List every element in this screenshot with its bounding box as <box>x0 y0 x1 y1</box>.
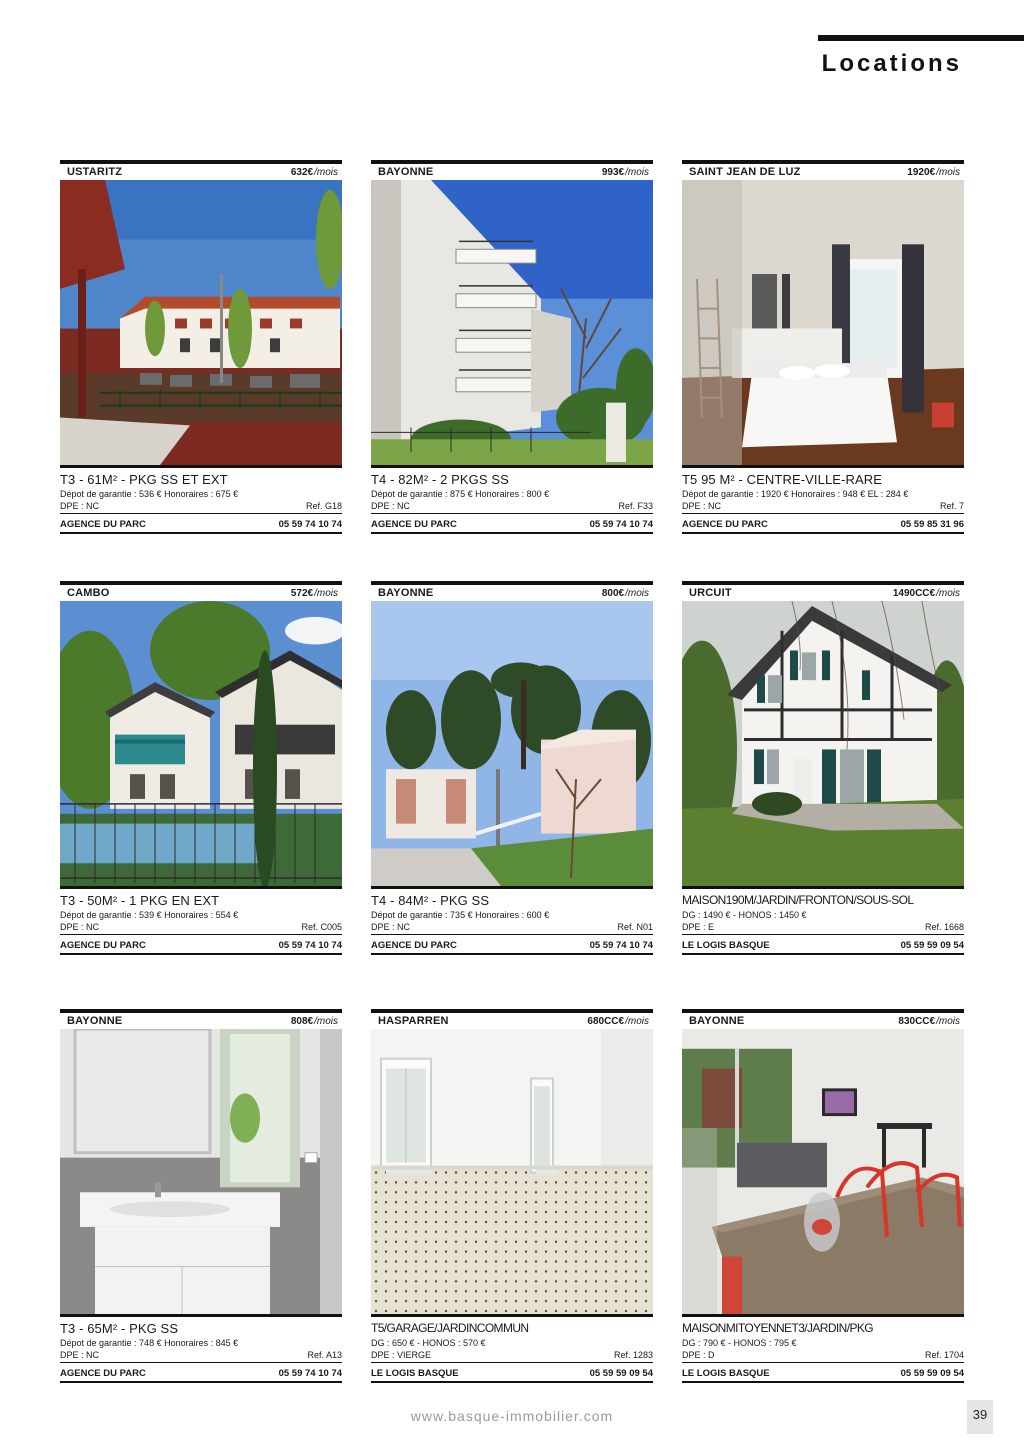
dpe-label: DPE : NC <box>60 922 100 932</box>
listing-card[interactable] <box>60 1009 342 1383</box>
agency-name: LE LOGIS BASQUE <box>371 1368 459 1379</box>
listing-title: T3 - 50M² - 1 PKG EN EXT <box>60 893 220 908</box>
listing-header <box>60 1009 342 1029</box>
agency-name: AGENCE DU PARC <box>682 519 768 530</box>
listing-card[interactable] <box>60 581 342 955</box>
listing-title: T4 - 82M² - 2 PKGS SS <box>371 472 509 487</box>
dpe-label: DPE : VIERGE <box>371 1350 432 1360</box>
agency-phone: 05 59 74 10 74 <box>278 1368 342 1379</box>
agency-name: AGENCE DU PARC <box>60 940 146 951</box>
listing-price: 800€/mois <box>601 587 649 599</box>
listing-header <box>682 160 964 180</box>
listing-card[interactable] <box>682 581 964 955</box>
listing-fees: Dépot de garantie : 875 € Honoraires : 800 € <box>371 489 550 499</box>
listing-header <box>371 160 653 180</box>
listing-fees: Dépot de garantie : 539 € Honoraires : 554 € <box>60 910 239 920</box>
dpe-row <box>60 1349 342 1363</box>
listing-price: 632€/mois <box>290 166 338 178</box>
dpe-label: DPE : NC <box>682 501 722 511</box>
modern-houses-photo[interactable] <box>371 601 653 889</box>
listing-title: T5 95 M² - CENTRE-VILLE-RARE <box>682 472 883 487</box>
listing-card[interactable] <box>682 160 964 534</box>
listing-fees: Dépot de garantie : 536 € Honoraires : 675 € <box>60 489 239 499</box>
listing-card[interactable] <box>371 581 653 955</box>
agency-phone: 05 59 85 31 96 <box>900 519 964 530</box>
page-number: 39 <box>967 1400 993 1434</box>
listing-title: T3 - 61M² - PKG SS ET EXT <box>60 472 228 487</box>
listing-title: MAISONMITOYENNET3/JARDIN/PKG <box>682 1321 874 1335</box>
listing-card[interactable] <box>371 1009 653 1383</box>
listing-price: 1490CC€/mois <box>892 587 960 599</box>
listing-city: CAMBO <box>67 587 110 599</box>
listing-ref: Ref. N01 <box>617 922 653 932</box>
agency-phone: 05 59 74 10 74 <box>589 940 653 951</box>
listing-city: URCUIT <box>689 587 732 599</box>
dpe-row <box>371 500 653 514</box>
listing-city: HASPARREN <box>378 1015 449 1027</box>
listing-ref: Ref. 1704 <box>924 1350 964 1360</box>
dpe-label: DPE : NC <box>371 501 411 511</box>
bedroom-photo[interactable] <box>682 180 964 468</box>
residence-exterior-photo[interactable] <box>60 180 342 468</box>
listing-price: 808€/mois <box>290 1015 338 1027</box>
listing-fees: DG : 1490 € - HONOS : 1450 € <box>682 910 807 920</box>
empty-room-photo[interactable] <box>371 1029 653 1317</box>
listing-price: 1920€/mois <box>907 166 960 178</box>
header-rule <box>818 35 1024 41</box>
listing-city: BAYONNE <box>378 166 434 178</box>
agency-row <box>682 938 964 955</box>
listing-ref: Ref. 7 <box>939 501 964 511</box>
listing-header <box>60 581 342 601</box>
agency-name: AGENCE DU PARC <box>371 519 457 530</box>
dpe-row <box>371 1349 653 1363</box>
listing-ref: Ref. G18 <box>305 501 342 511</box>
agency-row <box>60 517 342 534</box>
listing-ref: Ref. 1283 <box>613 1350 653 1360</box>
listing-city: USTARITZ <box>67 166 123 178</box>
agency-row <box>682 517 964 534</box>
agency-row <box>60 938 342 955</box>
dpe-row <box>60 500 342 514</box>
agency-name: LE LOGIS BASQUE <box>682 1368 770 1379</box>
agency-name: AGENCE DU PARC <box>60 1368 146 1379</box>
listing-fees: DG : 790 € - HONOS : 795 € <box>682 1338 797 1348</box>
listing-price: 572€/mois <box>290 587 338 599</box>
agency-phone: 05 59 74 10 74 <box>278 519 342 530</box>
agency-name: AGENCE DU PARC <box>371 940 457 951</box>
listing-city: SAINT JEAN DE LUZ <box>689 166 801 178</box>
dpe-row <box>371 921 653 935</box>
listing-title: T5/GARAGE/JARDINCOMMUN <box>371 1321 529 1335</box>
dpe-label: DPE : NC <box>371 922 411 932</box>
listing-city: BAYONNE <box>689 1015 745 1027</box>
listing-ref: Ref. F33 <box>618 501 653 511</box>
listing-ref: Ref. 1668 <box>924 922 964 932</box>
listing-ref: Ref. A13 <box>307 1350 342 1360</box>
dpe-label: DPE : NC <box>60 1350 100 1360</box>
listing-fees: Dépot de garantie : 748 € Honoraires : 845 € <box>60 1338 239 1348</box>
listing-city: BAYONNE <box>378 587 434 599</box>
listing-card[interactable] <box>60 160 342 534</box>
listing-fees: Dépot de garantie : 1920 € Honoraires : 948 € EL : 284 € <box>682 489 909 499</box>
listing-header <box>371 581 653 601</box>
dpe-label: DPE : NC <box>60 501 100 511</box>
agency-phone: 05 59 74 10 74 <box>589 519 653 530</box>
listing-fees: DG : 650 € - HONOS : 570 € <box>371 1338 486 1348</box>
agency-phone: 05 59 59 09 54 <box>900 1368 964 1379</box>
listing-price: 830CC€/mois <box>898 1015 960 1027</box>
listing-card[interactable] <box>371 160 653 534</box>
agency-phone: 05 59 74 10 74 <box>278 940 342 951</box>
listing-title: T4 - 84M² - PKG SS <box>371 893 490 908</box>
dpe-row <box>682 1349 964 1363</box>
agency-row <box>682 1366 964 1383</box>
listing-header <box>60 160 342 180</box>
basque-house-photo[interactable] <box>682 601 964 889</box>
listing-price: 993€/mois <box>601 166 649 178</box>
bathroom-photo[interactable] <box>60 1029 342 1317</box>
listing-header <box>371 1009 653 1029</box>
residence-pool-photo[interactable] <box>60 601 342 889</box>
listing-ref: Ref. C005 <box>301 922 342 932</box>
listing-title: T3 - 65M² - PKG SS <box>60 1321 179 1336</box>
listing-header <box>682 581 964 601</box>
agency-phone: 05 59 59 09 54 <box>589 1368 653 1379</box>
agency-row <box>371 517 653 534</box>
listing-card[interactable] <box>682 1009 964 1383</box>
listing-price: 680CC€/mois <box>587 1015 649 1027</box>
agency-name: AGENCE DU PARC <box>60 519 146 530</box>
listing-header <box>682 1009 964 1029</box>
dpe-label: DPE : E <box>682 922 715 932</box>
dpe-row <box>60 921 342 935</box>
agency-phone: 05 59 59 09 54 <box>900 940 964 951</box>
listing-fees: Dépot de garantie : 735 € Honoraires : 600 € <box>371 910 550 920</box>
footer-website-link[interactable]: www.basque-immobilier.com <box>410 1408 614 1424</box>
living-room-photo[interactable] <box>682 1029 964 1317</box>
agency-row <box>60 1366 342 1383</box>
listing-city: BAYONNE <box>67 1015 123 1027</box>
agency-name: LE LOGIS BASQUE <box>682 940 770 951</box>
page-title: Locations <box>821 50 962 77</box>
dpe-row <box>682 921 964 935</box>
apartment-building-photo[interactable] <box>371 180 653 468</box>
dpe-label: DPE : D <box>682 1350 715 1360</box>
listing-title: MAISON190M/JARDIN/FRONTON/SOUS-SOL <box>682 893 914 907</box>
agency-row <box>371 1366 653 1383</box>
dpe-row <box>682 500 964 514</box>
agency-row <box>371 938 653 955</box>
